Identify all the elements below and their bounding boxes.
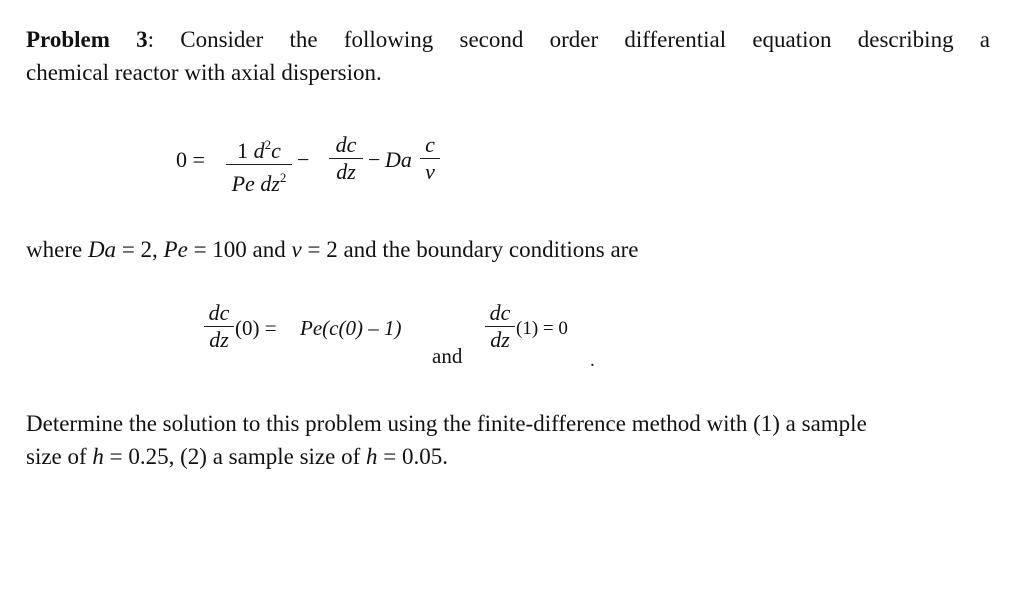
fraction-bar bbox=[226, 164, 292, 165]
v-symbol: v bbox=[291, 237, 302, 262]
problem-intro-line1 bbox=[26, 24, 990, 56]
task-line1: Determine the solution to this problem using the finite-difference method with (1) a sample bbox=[26, 411, 867, 436]
da-symbol: Da bbox=[87, 237, 117, 262]
fraction-numerator: dc bbox=[335, 132, 357, 157]
numerator-d: d bbox=[253, 138, 265, 163]
fraction-numerator: dc bbox=[208, 300, 230, 325]
task-line2 bbox=[26, 441, 448, 473]
bc-and: and bbox=[432, 344, 463, 368]
bc-period: . bbox=[590, 350, 595, 371]
fraction-denominator: dz bbox=[209, 327, 229, 353]
fraction-denominator bbox=[226, 166, 292, 196]
minus-sign: − bbox=[368, 147, 381, 172]
where-text: where bbox=[26, 237, 88, 262]
parameters-line bbox=[26, 234, 639, 266]
denominator-exponent: 2 bbox=[279, 170, 287, 186]
pe-symbol: Pe bbox=[163, 237, 188, 262]
bc-left-argument: (0) = bbox=[235, 316, 277, 340]
equation-lhs: 0 = bbox=[176, 147, 205, 172]
problem-text: : Consider the following second order differential equation describing a bbox=[147, 27, 990, 52]
numerator-c: c bbox=[271, 138, 281, 163]
task-text: = 0.25, (2) a sample size of bbox=[103, 444, 366, 469]
problem-label: Problem bbox=[26, 27, 110, 52]
task-text: = 0.05. bbox=[377, 444, 448, 469]
fraction-denominator: v bbox=[425, 159, 435, 185]
denominator-dz: dz bbox=[260, 171, 280, 197]
denominator-pe: Pe bbox=[231, 171, 255, 197]
problem-intro-line2: chemical reactor with axial dispersion. bbox=[26, 60, 382, 85]
numerator-exponent: 2 bbox=[264, 137, 272, 152]
minus-sign: − bbox=[297, 147, 310, 172]
damkohler-symbol: Da bbox=[385, 147, 412, 172]
v-value: = 2 and the boundary conditions are bbox=[301, 237, 639, 262]
fraction-denominator: dz bbox=[490, 327, 510, 353]
numerator-one: 1 bbox=[237, 138, 249, 163]
problem-number: 3 bbox=[136, 27, 148, 52]
h-symbol: h bbox=[366, 444, 378, 469]
bc-left-derivative bbox=[204, 301, 234, 352]
fraction-numerator: c bbox=[425, 132, 435, 157]
fraction-c-over-v bbox=[420, 133, 440, 184]
fraction-numerator: dc bbox=[489, 300, 511, 325]
fraction-first-derivative bbox=[329, 133, 363, 184]
pe-value: = 100 and bbox=[187, 237, 292, 262]
task-text: size of bbox=[26, 444, 93, 469]
fraction-numerator bbox=[226, 133, 292, 163]
fraction-denominator: dz bbox=[336, 159, 356, 185]
da-value: = 2, bbox=[116, 237, 164, 262]
bc-left-rhs: Pe(c(0) – 1) bbox=[300, 316, 402, 340]
bc-right-derivative bbox=[485, 301, 515, 352]
bc-right-argument: (1) = 0 bbox=[516, 318, 568, 339]
h-symbol: h bbox=[92, 444, 104, 469]
fraction-second-derivative bbox=[226, 133, 292, 196]
